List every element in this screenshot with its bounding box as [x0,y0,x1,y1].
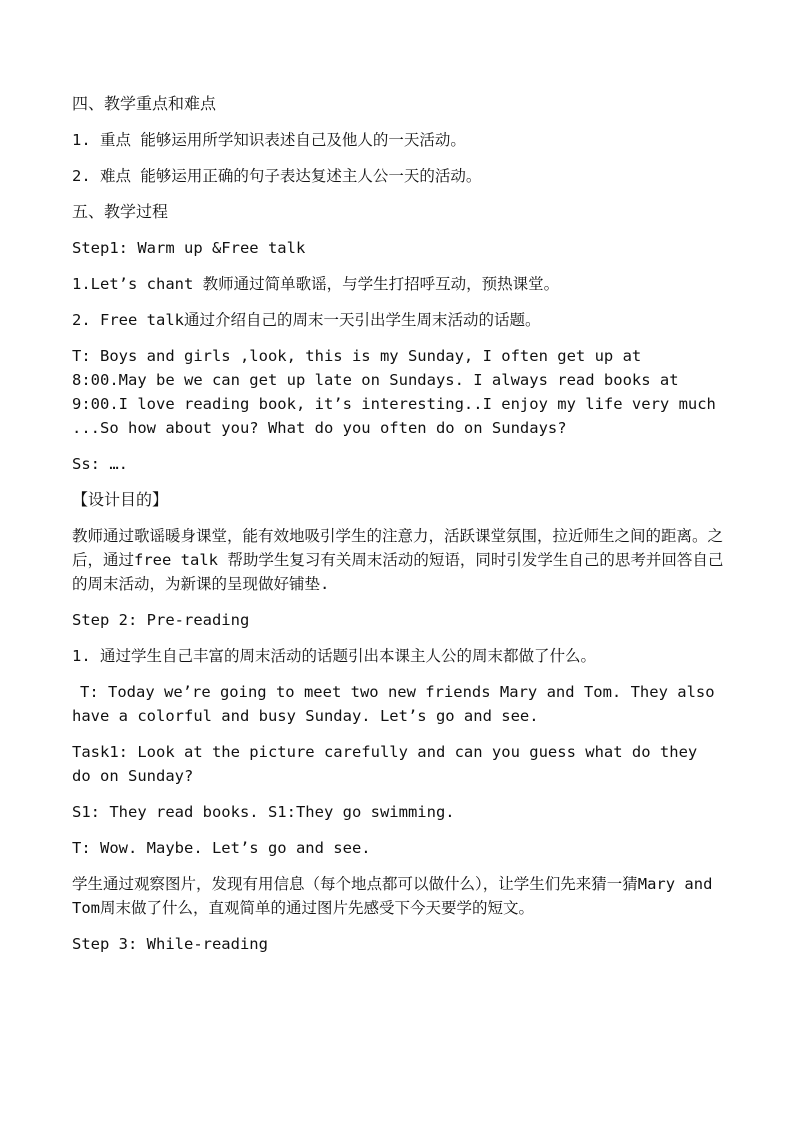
key-point-item: 1. 重点 能够运用所学知识表述自己及他人的一天活动。 [72,131,466,149]
step-1-chant: 1.Let’s chant 教师通过简单歌谣，与学生打招呼互动，预热课堂。 [72,275,560,293]
step-2-item-1: 1. 通过学生自己丰富的周末活动的话题引出本课主人公的周末都做了什么。 [72,647,596,665]
design-purpose-heading: 【设计目的】 [72,490,169,509]
difficult-point-item: 2. 难点 能够运用正确的句子表达复述主人公一天的活动。 [72,167,482,185]
step-2-title: Step 2: Pre-reading [72,611,250,629]
design-purpose-text: 教师通过歌谣暖身课堂，能有效地吸引学生的注意力，活跃课堂氛围，拉近师生之间的距离。之后，通过free talk 帮助学生复习有关周末活动的短语，同时引发学生自己的思考并回答自己的周末活动，为新课的呈现做好铺垫. [72,527,724,593]
student-answers: S1: They read books. S1:They go swimming. [72,803,455,821]
section-heading-process: 五、教学过程 [72,202,169,221]
students-response: Ss: …. [72,455,128,473]
teacher-reply: T: Wow. Maybe. Let’s go and see. [72,839,371,857]
observation-text: 学生通过观察图片，发现有用信息（每个地点都可以做什么），让学生们先来猜一猜Mary and Tom周末做了什么，直观简单的通过图片先感受下今天要学的短文。 [72,875,713,917]
task-1: Task1: Look at the picture carefully and can you guess what do they do on Sunday? [72,743,698,785]
teacher-intro-dialogue: T: Today we’re going to meet two new friends Mary and Tom. They also have a colorful and busy Sunday. Let’s go and see. [72,683,715,725]
step-3-title: Step 3: While-reading [72,935,268,953]
section-heading-key-points: 四、教学重点和难点 [72,94,217,113]
teacher-dialogue: T: Boys and girls ,look, this is my Sunday, I often get up at 8:00.May be we can get up late on Sundays. I always read books at 9:00.I love reading book, it’s interesting..I enjoy my life very much ...So how about you? What do you often do on Sundays? [72,347,716,437]
document-page [72,92,724,968]
step-1-title: Step1: Warm up &Free talk [72,239,306,257]
step-1-free-talk: 2. Free talk通过介绍自己的周末一天引出学生周末活动的话题。 [72,311,541,329]
